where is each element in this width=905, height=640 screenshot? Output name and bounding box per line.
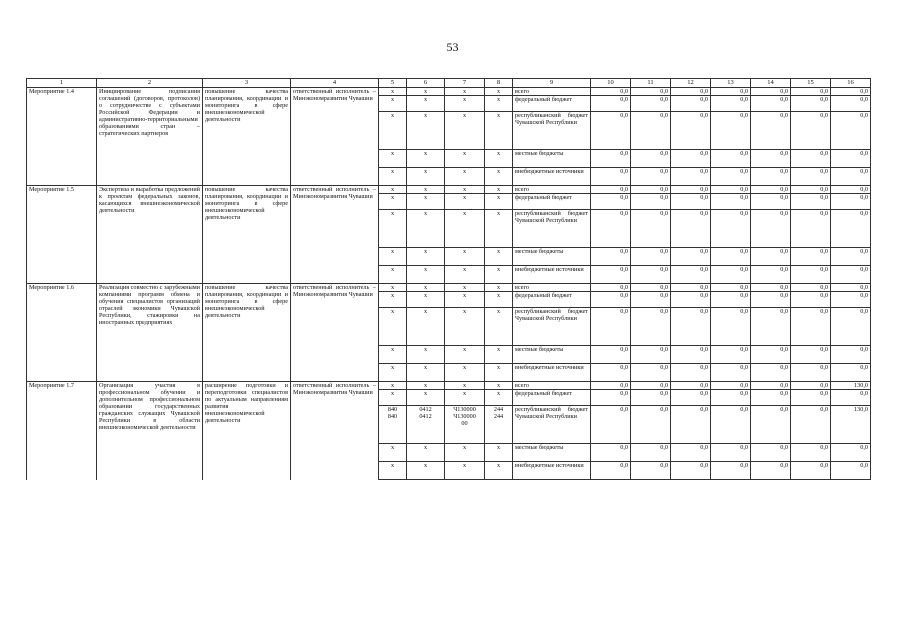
column-header: 7	[445, 79, 485, 88]
year-value: 0,0	[591, 284, 631, 292]
year-value: 0,0	[631, 150, 671, 168]
year-value: 0,0	[831, 186, 871, 194]
year-value: 0,0	[671, 186, 711, 194]
year-value: 0,0	[831, 168, 871, 186]
year-value: 0,0	[631, 382, 671, 390]
year-value: 0,0	[791, 284, 831, 292]
activity-executor: ответственный исполнитель – Минэкономразвития Чувашии	[291, 88, 379, 186]
code-target: x	[445, 112, 485, 150]
year-value: 0,0	[631, 194, 671, 210]
code-grbs: x	[379, 248, 407, 266]
code-section: x	[407, 210, 445, 248]
funding-source: республиканский бюджет Чувашской Республики	[513, 308, 591, 346]
year-value: 0,0	[711, 444, 751, 462]
year-value: 0,0	[671, 88, 711, 96]
column-header: 1	[27, 79, 97, 88]
year-value: 0,0	[591, 168, 631, 186]
activity-description: Реализация совместно с зарубежными компаниями программ обмена и обучения специалистов организаций отраслей экономики Чувашской Республики, стажировки на иностранных предприятиях	[97, 284, 203, 382]
funding-source: местные бюджеты	[513, 444, 591, 462]
activity-description: Экспертиза и выработка предложений к проектам федеральных законов, касающихся внешнеэкономической деятельности	[97, 186, 203, 284]
code-grbs: x	[379, 462, 407, 480]
year-value: 0,0	[591, 346, 631, 364]
year-value: 0,0	[711, 292, 751, 308]
year-value: 0,0	[671, 390, 711, 406]
year-value: 0,0	[671, 112, 711, 150]
year-value: 0,0	[711, 462, 751, 480]
year-value: 0,0	[711, 194, 751, 210]
year-value: 0,0	[711, 284, 751, 292]
funding-source: местные бюджеты	[513, 248, 591, 266]
year-value: 0,0	[791, 382, 831, 390]
year-value: 0,0	[631, 88, 671, 96]
code-target: x	[445, 346, 485, 364]
code-target: x	[445, 186, 485, 194]
year-value: 0,0	[711, 186, 751, 194]
year-value: 0,0	[711, 346, 751, 364]
funding-source: всего	[513, 284, 591, 292]
year-value: 0,0	[791, 248, 831, 266]
code-section: x	[407, 462, 445, 480]
year-value: 0,0	[591, 96, 631, 112]
code-expense: x	[485, 248, 513, 266]
code-grbs: x	[379, 112, 407, 150]
year-value: 0,0	[631, 364, 671, 382]
code-expense: x	[485, 390, 513, 406]
column-header: 4	[291, 79, 379, 88]
code-target: x	[445, 284, 485, 292]
code-target: x	[445, 266, 485, 284]
year-value: 0,0	[751, 266, 791, 284]
year-value: 0,0	[671, 168, 711, 186]
year-value: 0,0	[591, 406, 631, 444]
year-value: 0,0	[791, 390, 831, 406]
year-value: 0,0	[751, 444, 791, 462]
code-expense: x	[485, 168, 513, 186]
year-value: 0,0	[671, 444, 711, 462]
year-value: 0,0	[631, 96, 671, 112]
year-value: 0,0	[751, 390, 791, 406]
activity-id: Мероприятие 1.6	[27, 284, 97, 382]
code-target: x	[445, 168, 485, 186]
year-value: 0,0	[831, 112, 871, 150]
code-grbs: x	[379, 96, 407, 112]
year-value: 0,0	[631, 406, 671, 444]
year-value: 0,0	[751, 96, 791, 112]
column-header: 10	[591, 79, 631, 88]
year-value: 0,0	[711, 308, 751, 346]
funding-source: внебюджетные источники	[513, 168, 591, 186]
code-expense: x	[485, 210, 513, 248]
code-expense: x	[485, 284, 513, 292]
funding-source: всего	[513, 88, 591, 96]
year-value: 0,0	[791, 406, 831, 444]
year-value: 0,0	[831, 194, 871, 210]
year-value: 0,0	[671, 346, 711, 364]
code-target: x	[445, 88, 485, 96]
year-value: 0,0	[751, 406, 791, 444]
code-grbs: x	[379, 186, 407, 194]
code-section: x	[407, 168, 445, 186]
year-value: 0,0	[631, 284, 671, 292]
year-value: 0,0	[831, 284, 871, 292]
activity-goal: повышение качества планирования, координации и мониторинга в сфере внешнеэкономической деятельности	[203, 284, 291, 382]
year-value: 0,0	[831, 88, 871, 96]
header-row	[27, 79, 871, 88]
code-target: x	[445, 364, 485, 382]
year-value: 0,0	[791, 168, 831, 186]
year-value: 0,0	[831, 462, 871, 480]
year-value: 0,0	[711, 210, 751, 248]
code-target: x	[445, 382, 485, 390]
activity-id: Мероприятие 1.4	[27, 88, 97, 186]
year-value: 0,0	[791, 444, 831, 462]
year-value: 0,0	[831, 390, 871, 406]
code-section: x	[407, 96, 445, 112]
funding-source: внебюджетные источники	[513, 266, 591, 284]
activity-id: Мероприятие 1.7	[27, 382, 97, 480]
year-value: 0,0	[591, 112, 631, 150]
code-section: x	[407, 284, 445, 292]
year-value: 0,0	[831, 364, 871, 382]
code-expense: x	[485, 364, 513, 382]
year-value: 0,0	[791, 266, 831, 284]
code-section: x	[407, 194, 445, 210]
year-value: 0,0	[591, 462, 631, 480]
code-target: x	[445, 444, 485, 462]
year-value: 0,0	[831, 210, 871, 248]
code-target: x	[445, 308, 485, 346]
year-value: 0,0	[751, 112, 791, 150]
year-value: 0,0	[591, 150, 631, 168]
funding-source: федеральный бюджет	[513, 96, 591, 112]
year-value: 0,0	[671, 462, 711, 480]
code-expense: x	[485, 194, 513, 210]
year-value: 0,0	[751, 248, 791, 266]
code-section: x	[407, 308, 445, 346]
year-value: 0,0	[671, 292, 711, 308]
year-value: 0,0	[831, 150, 871, 168]
table-body	[27, 88, 871, 480]
code-section: 0412 0412	[407, 406, 445, 444]
column-header: 11	[631, 79, 671, 88]
year-value: 0,0	[711, 96, 751, 112]
code-expense: x	[485, 292, 513, 308]
funding-source: местные бюджеты	[513, 346, 591, 364]
year-value: 0,0	[631, 292, 671, 308]
year-value: 0,0	[791, 150, 831, 168]
code-section: x	[407, 266, 445, 284]
year-value: 0,0	[831, 444, 871, 462]
year-value: 0,0	[831, 292, 871, 308]
column-header: 2	[97, 79, 203, 88]
code-expense: x	[485, 112, 513, 150]
code-expense: x	[485, 266, 513, 284]
code-grbs: x	[379, 292, 407, 308]
code-section: x	[407, 186, 445, 194]
activity-description: Организация участия в профессиональном обучении и дополнительном профессиональном образовании государственных гражданских служащих Чувашской Республики в области внешнеэкономической деятельности	[97, 382, 203, 480]
code-grbs: x	[379, 194, 407, 210]
funding-source: республиканский бюджет Чувашской Республики	[513, 406, 591, 444]
column-header: 16	[831, 79, 871, 88]
code-expense: 244 244	[485, 406, 513, 444]
code-section: x	[407, 364, 445, 382]
year-value: 0,0	[711, 168, 751, 186]
year-value: 0,0	[631, 462, 671, 480]
year-value: 0,0	[791, 210, 831, 248]
year-value: 0,0	[631, 248, 671, 266]
activity-executor: ответственный исполнитель – Минэкономразвития Чувашии	[291, 186, 379, 284]
column-header: 5	[379, 79, 407, 88]
year-value: 0,0	[631, 186, 671, 194]
year-value: 130,0	[831, 406, 871, 444]
year-value: 0,0	[711, 406, 751, 444]
year-value: 0,0	[831, 346, 871, 364]
year-value: 0,0	[591, 390, 631, 406]
code-target: x	[445, 150, 485, 168]
code-grbs: x	[379, 390, 407, 406]
code-target: x	[445, 462, 485, 480]
year-value: 0,0	[791, 194, 831, 210]
code-section: x	[407, 88, 445, 96]
code-expense: x	[485, 444, 513, 462]
column-header: 13	[711, 79, 751, 88]
code-target: x	[445, 248, 485, 266]
year-value: 0,0	[671, 308, 711, 346]
year-value: 0,0	[591, 88, 631, 96]
year-value: 0,0	[751, 88, 791, 96]
code-section: x	[407, 248, 445, 266]
year-value: 0,0	[711, 266, 751, 284]
year-value: 0,0	[751, 210, 791, 248]
funding-source: республиканский бюджет Чувашской Республики	[513, 210, 591, 248]
code-expense: x	[485, 382, 513, 390]
table-row	[27, 284, 871, 292]
code-grbs: 840 840	[379, 406, 407, 444]
table-row	[27, 382, 871, 390]
funding-source: республиканский бюджет Чувашской Республики	[513, 112, 591, 150]
year-value: 0,0	[791, 292, 831, 308]
code-grbs: x	[379, 266, 407, 284]
code-grbs: x	[379, 346, 407, 364]
funding-source: местные бюджеты	[513, 150, 591, 168]
year-value: 0,0	[591, 444, 631, 462]
year-value: 0,0	[631, 346, 671, 364]
activity-description: Инициирование подписания соглашений (договоров, протоколов) о сотрудничестве с субъектами Российской Федерации и административно-территориальными образованиями стран – стратегических партнеров	[97, 88, 203, 186]
year-value: 0,0	[791, 462, 831, 480]
year-value: 0,0	[671, 364, 711, 382]
code-expense: x	[485, 96, 513, 112]
activity-executor: ответственный исполнитель – Минэкономразвития Чувашии	[291, 284, 379, 382]
funding-source: федеральный бюджет	[513, 390, 591, 406]
funding-source: внебюджетные источники	[513, 364, 591, 382]
year-value: 0,0	[631, 444, 671, 462]
column-header: 8	[485, 79, 513, 88]
year-value: 0,0	[671, 406, 711, 444]
activity-id: Мероприятие 1.5	[27, 186, 97, 284]
year-value: 0,0	[791, 112, 831, 150]
code-target: x	[445, 292, 485, 308]
activity-goal: повышение качества планирования, координации и мониторинга в сфере внешнеэкономической деятельности	[203, 186, 291, 284]
year-value: 0,0	[591, 248, 631, 266]
year-value: 0,0	[711, 390, 751, 406]
funding-source: федеральный бюджет	[513, 194, 591, 210]
year-value: 0,0	[751, 194, 791, 210]
code-section: x	[407, 150, 445, 168]
year-value: 0,0	[671, 96, 711, 112]
code-target: Ч130000 Ч130000 00	[445, 406, 485, 444]
code-target: x	[445, 96, 485, 112]
year-value: 0,0	[671, 266, 711, 284]
code-expense: x	[485, 186, 513, 194]
column-header: 6	[407, 79, 445, 88]
year-value: 0,0	[711, 248, 751, 266]
code-grbs: x	[379, 364, 407, 382]
funding-source: внебюджетные источники	[513, 462, 591, 480]
year-value: 0,0	[751, 150, 791, 168]
year-value: 0,0	[751, 308, 791, 346]
activity-goal: повышение качества планирования, координации и мониторинга в сфере внешнеэкономической деятельности	[203, 88, 291, 186]
year-value: 0,0	[591, 308, 631, 346]
year-value: 0,0	[591, 210, 631, 248]
column-header: 12	[671, 79, 711, 88]
year-value: 0,0	[751, 382, 791, 390]
code-expense: x	[485, 346, 513, 364]
year-value: 0,0	[791, 96, 831, 112]
table-row	[27, 186, 871, 194]
funding-source: всего	[513, 186, 591, 194]
code-grbs: x	[379, 210, 407, 248]
code-expense: x	[485, 462, 513, 480]
year-value: 0,0	[591, 364, 631, 382]
code-expense: x	[485, 308, 513, 346]
year-value: 0,0	[751, 168, 791, 186]
activity-goal: расширение подготовки и переподготовки специалистов по актуальным направлениям развития внешнеэкономической деятельности	[203, 382, 291, 480]
code-section: x	[407, 292, 445, 308]
page-number: 53	[446, 40, 459, 54]
year-value: 0,0	[751, 364, 791, 382]
year-value: 0,0	[711, 382, 751, 390]
year-value: 130,0	[831, 382, 871, 390]
year-value: 0,0	[631, 112, 671, 150]
year-value: 0,0	[671, 210, 711, 248]
year-value: 0,0	[791, 186, 831, 194]
year-value: 0,0	[711, 88, 751, 96]
year-value: 0,0	[631, 168, 671, 186]
code-target: x	[445, 210, 485, 248]
year-value: 0,0	[791, 364, 831, 382]
year-value: 0,0	[671, 284, 711, 292]
year-value: 0,0	[751, 292, 791, 308]
funding-source: федеральный бюджет	[513, 292, 591, 308]
code-grbs: x	[379, 444, 407, 462]
year-value: 0,0	[751, 462, 791, 480]
code-section: x	[407, 346, 445, 364]
year-value: 0,0	[831, 248, 871, 266]
year-value: 0,0	[711, 364, 751, 382]
year-value: 0,0	[791, 346, 831, 364]
funding-source: всего	[513, 382, 591, 390]
table-row	[27, 88, 871, 96]
column-header: 14	[751, 79, 791, 88]
year-value: 0,0	[631, 210, 671, 248]
year-value: 0,0	[591, 186, 631, 194]
year-value: 0,0	[751, 346, 791, 364]
code-grbs: x	[379, 382, 407, 390]
year-value: 0,0	[751, 186, 791, 194]
year-value: 0,0	[711, 112, 751, 150]
column-header: 15	[791, 79, 831, 88]
code-expense: x	[485, 150, 513, 168]
column-header: 9	[513, 79, 591, 88]
year-value: 0,0	[671, 150, 711, 168]
column-header: 3	[203, 79, 291, 88]
code-section: x	[407, 390, 445, 406]
year-value: 0,0	[831, 308, 871, 346]
year-value: 0,0	[591, 194, 631, 210]
year-value: 0,0	[711, 150, 751, 168]
code-expense: x	[485, 88, 513, 96]
code-section: x	[407, 382, 445, 390]
code-grbs: x	[379, 284, 407, 292]
year-value: 0,0	[671, 248, 711, 266]
year-value: 0,0	[791, 88, 831, 96]
budget-table	[26, 78, 871, 480]
code-grbs: x	[379, 168, 407, 186]
code-target: x	[445, 194, 485, 210]
year-value: 0,0	[631, 308, 671, 346]
year-value: 0,0	[671, 382, 711, 390]
code-grbs: x	[379, 88, 407, 96]
year-value: 0,0	[631, 266, 671, 284]
year-value: 0,0	[631, 390, 671, 406]
year-value: 0,0	[591, 266, 631, 284]
year-value: 0,0	[791, 308, 831, 346]
year-value: 0,0	[831, 96, 871, 112]
year-value: 0,0	[831, 266, 871, 284]
code-section: x	[407, 112, 445, 150]
year-value: 0,0	[591, 382, 631, 390]
code-section: x	[407, 444, 445, 462]
code-target: x	[445, 390, 485, 406]
year-value: 0,0	[751, 284, 791, 292]
year-value: 0,0	[591, 292, 631, 308]
code-grbs: x	[379, 308, 407, 346]
activity-executor: ответственный исполнитель – Минэкономразвития Чувашии	[291, 382, 379, 480]
code-grbs: x	[379, 150, 407, 168]
year-value: 0,0	[671, 194, 711, 210]
